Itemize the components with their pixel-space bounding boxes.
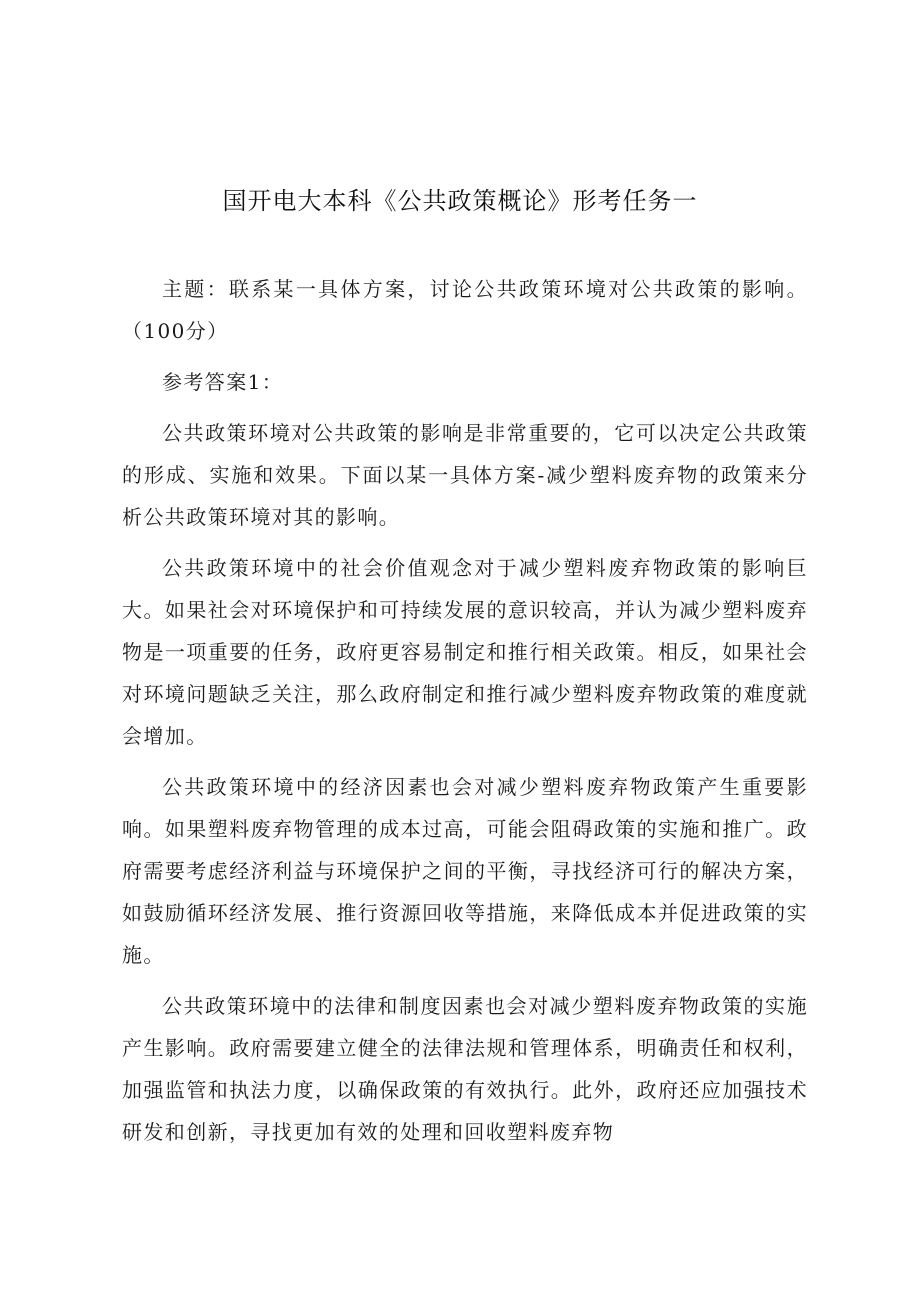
body-paragraph: 公共政策环境中的经济因素也会对减少塑料废弃物政策产生重要影响。如果塑料废弃物管理的成本过高，可能会阻碍政策的实施和推广。政府需要考虑经济利益与环境保护之间的平衡，寻找经济可行的解决方案，如鼓励循环经济发展、推行资源回收等措施，来降低成本并促进政策的实施。 [122,775,808,967]
document-body [122,268,808,1162]
body-paragraph: 公共政策环境中的法律和制度因素也会对减少塑料废弃物政策的实施产生影响。政府需要建立健全的法律法规和管理体系，明确责任和权利，加强监管和执法力度，以确保政策的有效执行。此外，政府还应加强技术研发和创新，寻找更加有效的处理和回收塑料废弃物 [122,994,808,1144]
answer-label: 参考答案1： [162,370,284,394]
body-paragraph: 公共政策环境对公共政策的影响是非常重要的，它可以决定公共政策的形成、实施和效果。下面以某一具体方案-减少塑料废弃物的政策来分析公共政策环境对其的影响。 [122,421,808,529]
body-paragraph: 公共政策环境中的社会价值观念对于减少塑料废弃物政策的影响巨大。如果社会对环境保护和可持续发展的意识较高，并认为减少塑料废弃物是一项重要的任务，政府更容易制定和推行相关政策。相反，如果社会对环境问题缺乏关注，那么政府制定和推行减少塑料废弃物政策的难度就会增加。 [122,556,808,748]
document-title: 国开电大本科《公共政策概论》形考任务一 [222,187,698,215]
topic-paragraph: 主题：联系某一具体方案，讨论公共政策环境对公共政策的影响。（100分） [122,277,808,343]
